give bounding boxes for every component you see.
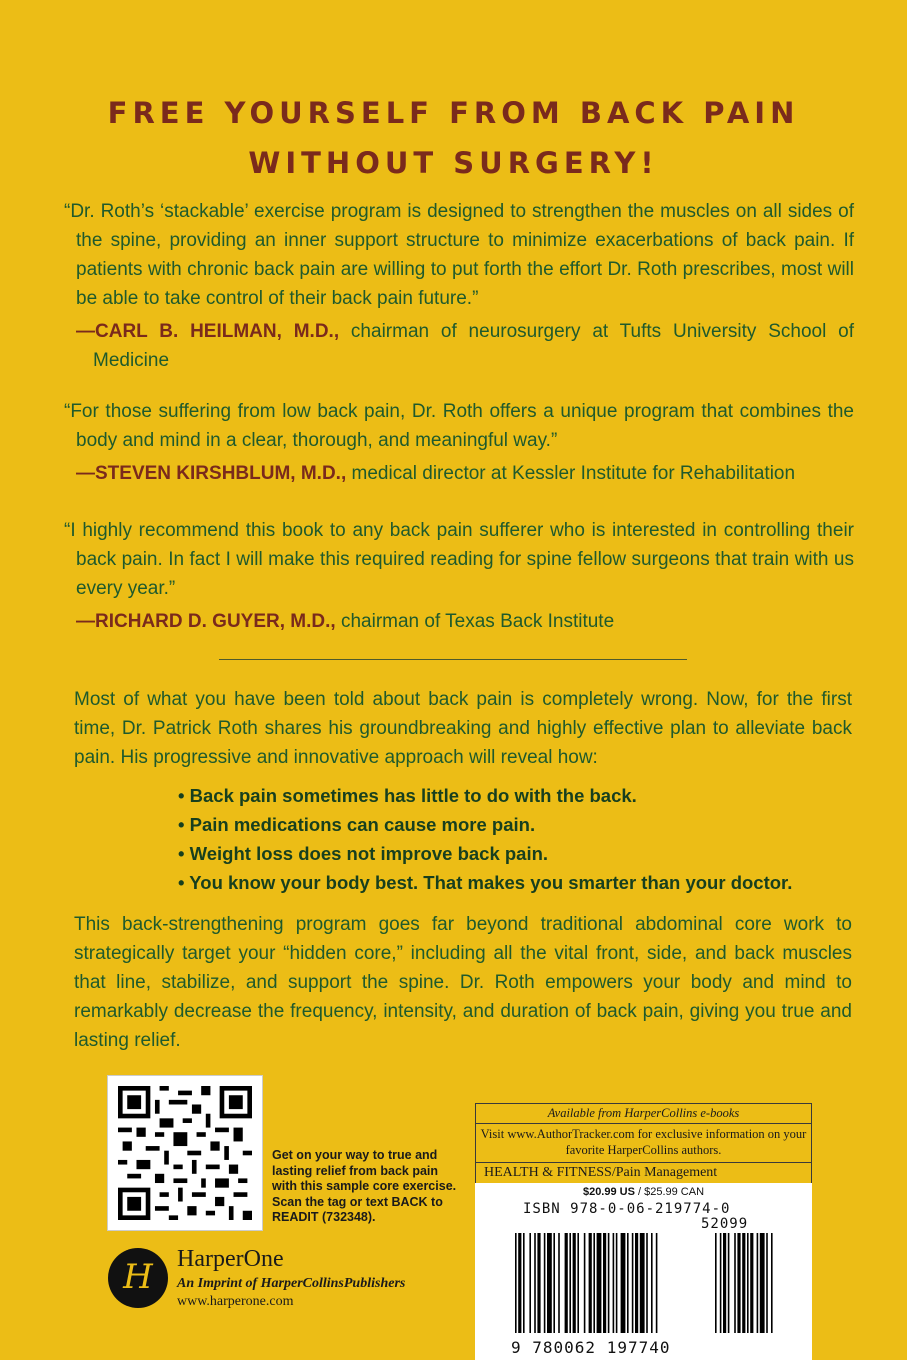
price-us: $20.99 US	[582, 1186, 635, 1198]
endorser-name: —STEVEN KIRSHBLUM, M.D.,	[76, 463, 347, 484]
bullet-item: • Weight loss does not improve back pain.	[178, 839, 792, 868]
endorser-role: medical director at Kessler Institute for Rehabilitation	[346, 463, 796, 484]
publisher-block	[177, 1244, 405, 1311]
bullet-list	[178, 781, 792, 897]
headline-line-2: WITHOUT SURGERY!	[248, 146, 659, 180]
publisher-website[interactable]: www.harperone.com	[177, 1294, 294, 1309]
endorsement-quote	[64, 397, 854, 488]
quote-text: “Dr. Roth’s ‘stackable’ exercise program is designed to strengthen the muscles on all sides of the spine, providing an inner support structure to minimize exacerbations of back pain. If patients with chronic back pain are willing to put forth the effort Dr. Roth prescribes, most will be able to take control of their back pain future.”	[64, 201, 854, 309]
book-category: HEALTH & FITNESS/Pain Management	[484, 1165, 718, 1180]
quote-text: “I highly recommend this book to any back pain sufferer who is interested in controlling their back pain. In fact I will make this required reading for spine fellow surgeons that train with us every year.”	[64, 520, 854, 599]
barcode-icon	[515, 1233, 785, 1337]
blurb-closing: This back-strengthening program goes far beyond traditional abdominal core work to strategically target your “hidden core,” including all the vital front, side, and back muscles that line, stabilize, and support the spine. Dr. Roth empowers your body and mind to remarkably decrease the frequency, intensity, and duration of back pain, giving you true and lasting relief.	[74, 914, 852, 1051]
price-can: / $25.99 CAN	[634, 1186, 705, 1198]
bullet-item: • Pain medications can cause more pain.	[178, 810, 792, 839]
quote-attribution	[64, 607, 854, 636]
cover-headline	[0, 88, 907, 188]
bullet-item: • Back pain sometimes has little to do with the back.	[178, 781, 792, 810]
endorsement-quote	[64, 516, 854, 636]
endorser-name: —CARL B. HEILMAN, M.D.,	[76, 321, 340, 342]
bullet-item: • You know your body best. That makes you smarter than your doctor.	[178, 868, 792, 897]
quote-attribution	[64, 459, 854, 488]
qr-code[interactable]	[107, 1075, 263, 1231]
author-tracker-note: Visit www.AuthorTracker.com for exclusive information on your favorite HarperCollins authors.	[476, 1124, 811, 1163]
endorser-role: chairman of Texas Back Institute	[335, 611, 615, 632]
harperone-logo	[108, 1248, 168, 1308]
publisher-name: HarperOne	[177, 1246, 284, 1272]
ebooks-note: Available from HarperCollins e-books	[476, 1104, 811, 1124]
headline-line-1: FREE YOURSELF FROM BACK PAIN	[107, 96, 800, 130]
publisher-imprint: An Imprint of HarperCollinsPublishers	[177, 1276, 406, 1291]
endorser-role: chairman of neurosurgery at Tufts University School of Medicine	[93, 321, 854, 371]
qr-caption: Get on your way to true and lasting relief from back pain with this sample core exercise. Scan the tag or text BACK to READIT (732348).	[272, 1148, 457, 1224]
info-box	[475, 1103, 812, 1184]
section-divider	[219, 659, 687, 660]
blurb-intro: Most of what you have been told about back pain is completely wrong. Now, for the first time, Dr. Patrick Roth shares his groundbreaking and highly effective plan to alleviate back pain. His progressive and innovative approach will reveal how:	[74, 689, 852, 768]
endorser-name: —RICHARD D. GUYER, M.D.,	[76, 611, 336, 632]
price-addon-code: 52099	[701, 1216, 749, 1232]
harperone-logo-icon: H	[123, 1257, 153, 1297]
isbn-number: ISBN 978-0-06-219774-0	[523, 1201, 731, 1217]
quote-attribution	[64, 317, 854, 375]
endorsement-quote	[64, 197, 854, 375]
qr-code-icon	[118, 1086, 252, 1220]
price-label	[475, 1186, 812, 1198]
barcode-panel	[475, 1183, 812, 1360]
quote-text: “For those suffering from low back pain, Dr. Roth offers a unique program that combines the body and mind in a clear, thorough, and meaningful way.”	[64, 401, 854, 451]
ean-number: 9 780062 197740	[511, 1338, 671, 1357]
